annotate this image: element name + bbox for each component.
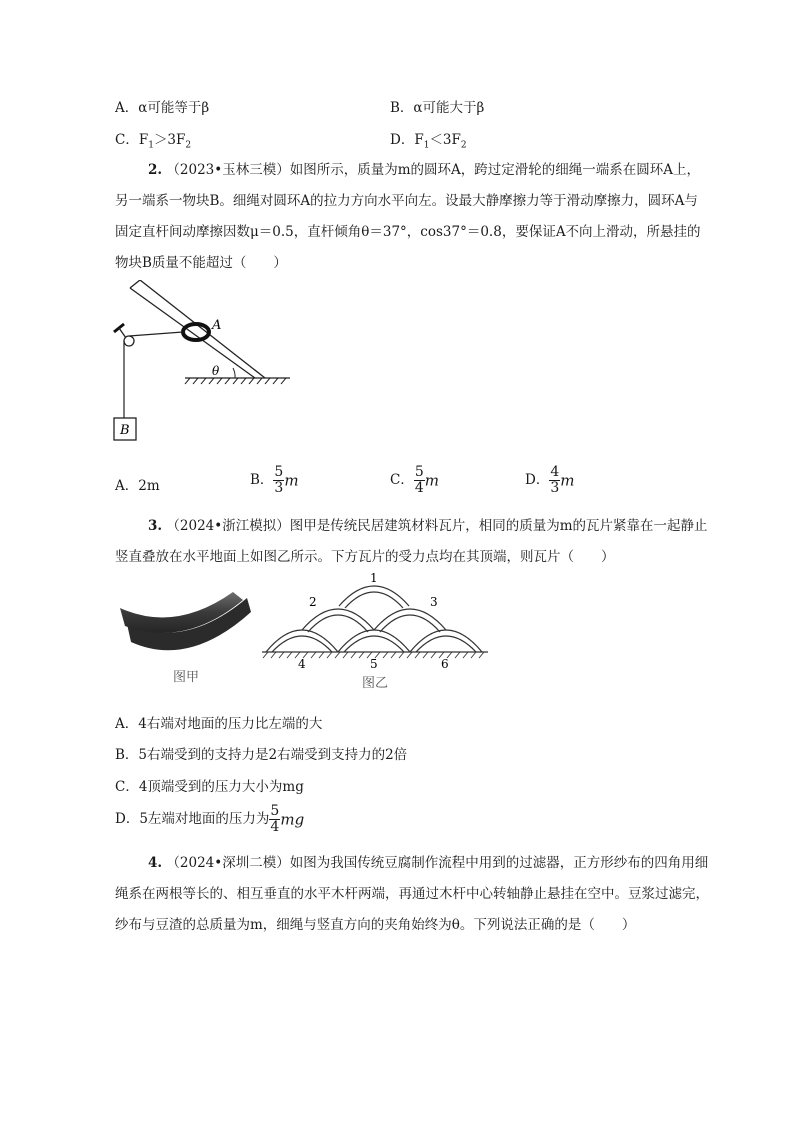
q3-source: （2024•浙江模拟） <box>166 518 290 534</box>
fraction-numerator: 5 <box>414 464 424 480</box>
angle-arc <box>233 368 235 378</box>
q3-figure-jia <box>115 588 260 688</box>
incline-rod <box>130 280 265 378</box>
q2-text <box>115 155 710 279</box>
q4-source: （2024•深圳二模） <box>166 855 290 871</box>
fraction-denominator: 4 <box>270 819 280 835</box>
pulley <box>124 336 134 346</box>
variable: mg <box>280 810 305 829</box>
q2-option-d-label: D． <box>525 472 550 488</box>
fraction-numerator: 5 <box>274 464 284 480</box>
q3-option-d <box>115 804 304 835</box>
q2-option-c-label: C． <box>390 472 414 488</box>
rope-horizontal <box>129 332 183 336</box>
q1-option-b: B．α可能大于β <box>390 100 485 116</box>
q1-option-c-sub1: 1 <box>148 140 154 151</box>
fraction-denominator: 4 <box>414 480 424 496</box>
tile-5 <box>338 630 410 652</box>
q1-option-c-pre: C．F <box>115 132 149 148</box>
q4-text <box>115 848 710 941</box>
tile-1 <box>339 586 409 608</box>
tile-4 <box>266 630 338 652</box>
q3-option-d-pre: D．5左端对地面的压力为 <box>115 811 270 827</box>
block-b-label: B <box>120 423 130 438</box>
label-6: 6 <box>441 657 449 671</box>
ring-a <box>183 324 209 340</box>
q2-option-b <box>250 465 299 496</box>
caption-yi: 图乙 <box>362 676 389 691</box>
tile-2 <box>302 609 374 632</box>
q4-body: 如图为我国传统豆腐制作流程中用到的过滤器，正方形纱布的四角用细绳系在两根等长的、相互垂直的水平木杆两端，再通过木杆中心转轴静止悬挂在空中。豆浆过滤完，纱布与豆渣的总质量为m，细绳与竖直方向的夹角始终为θ。下列说法正确的是（ ） <box>115 855 709 933</box>
q2-option-c <box>390 465 439 496</box>
tile-6 <box>410 630 482 652</box>
ring-a-label: A <box>212 318 222 333</box>
theta-label: θ <box>212 364 220 378</box>
variable: m <box>560 471 575 490</box>
label-2: 2 <box>309 595 317 609</box>
q3-option-a: A．4右端对地面的压力比左端的大 <box>115 716 323 732</box>
q3-figure-yi <box>262 568 502 693</box>
q1-option-a: A．α可能等于β <box>115 100 210 116</box>
q1-option-d-mid: ＜3F <box>429 132 461 148</box>
variable: m <box>284 471 299 490</box>
fraction <box>269 804 280 835</box>
q2-body: 如图所示，质量为m的圆环A，跨过定滑轮的细绳一端系在圆环A上，另一端系一物块B。细绳对圆环A的拉力方向水平向左。设最大静摩擦力等于滑动摩擦力，圆环A与固定直杆间动摩擦因数μ＝0.5，直杆倾角θ＝37°，cos37°＝0.8，要保证A不向上滑动，所悬挂的物块B质量不能超过（ ） <box>115 162 701 271</box>
q3-text <box>115 511 710 573</box>
q1-option-c <box>115 128 191 151</box>
tile-3 <box>374 609 446 632</box>
fraction-numerator: 5 <box>270 803 280 819</box>
fraction <box>273 465 284 496</box>
q2-source: （2023•玉林三模） <box>166 162 290 178</box>
fraction-denominator: 3 <box>274 480 284 496</box>
fraction-denominator: 3 <box>550 480 560 496</box>
ground <box>185 378 290 384</box>
q2-number: 2. <box>148 162 163 178</box>
label-3: 3 <box>430 595 438 609</box>
caption-jia: 图甲 <box>173 670 200 685</box>
fraction <box>549 465 560 496</box>
q1-option-c-sub2: 2 <box>185 140 192 151</box>
q1-option-c-mid: ＞3F <box>153 132 186 148</box>
label-1: 1 <box>370 571 378 585</box>
q4-number: 4. <box>148 855 163 871</box>
variable: m <box>424 471 439 490</box>
q3-option-b: B．5右端受到的支持力是2右端受到支持力的2倍 <box>115 747 408 763</box>
q1-option-d-pre: D．F <box>390 132 424 148</box>
q2-option-d <box>525 465 574 496</box>
label-4: 4 <box>298 657 306 671</box>
q1-option-d-sub1: 1 <box>423 140 430 151</box>
fraction <box>414 465 425 496</box>
q3-option-c: C．4顶端受到的压力大小为mg <box>115 779 304 795</box>
q2-option-b-label: B． <box>250 472 274 488</box>
q3-body: 图甲是传统民居建筑材料瓦片，相同的质量为m的瓦片紧靠在一起静止竖直叠放在水平地面上如图乙所示。下方瓦片的受力点均在其顶端，则瓦片（ ） <box>115 518 708 565</box>
fraction-numerator: 4 <box>550 464 560 480</box>
q2-option-a: A．2m <box>115 478 160 494</box>
q1-option-d <box>390 128 467 151</box>
label-5: 5 <box>370 657 378 671</box>
q1-option-d-sub2: 2 <box>460 140 467 151</box>
q3-number: 3. <box>148 518 163 534</box>
q2-figure <box>110 280 290 445</box>
